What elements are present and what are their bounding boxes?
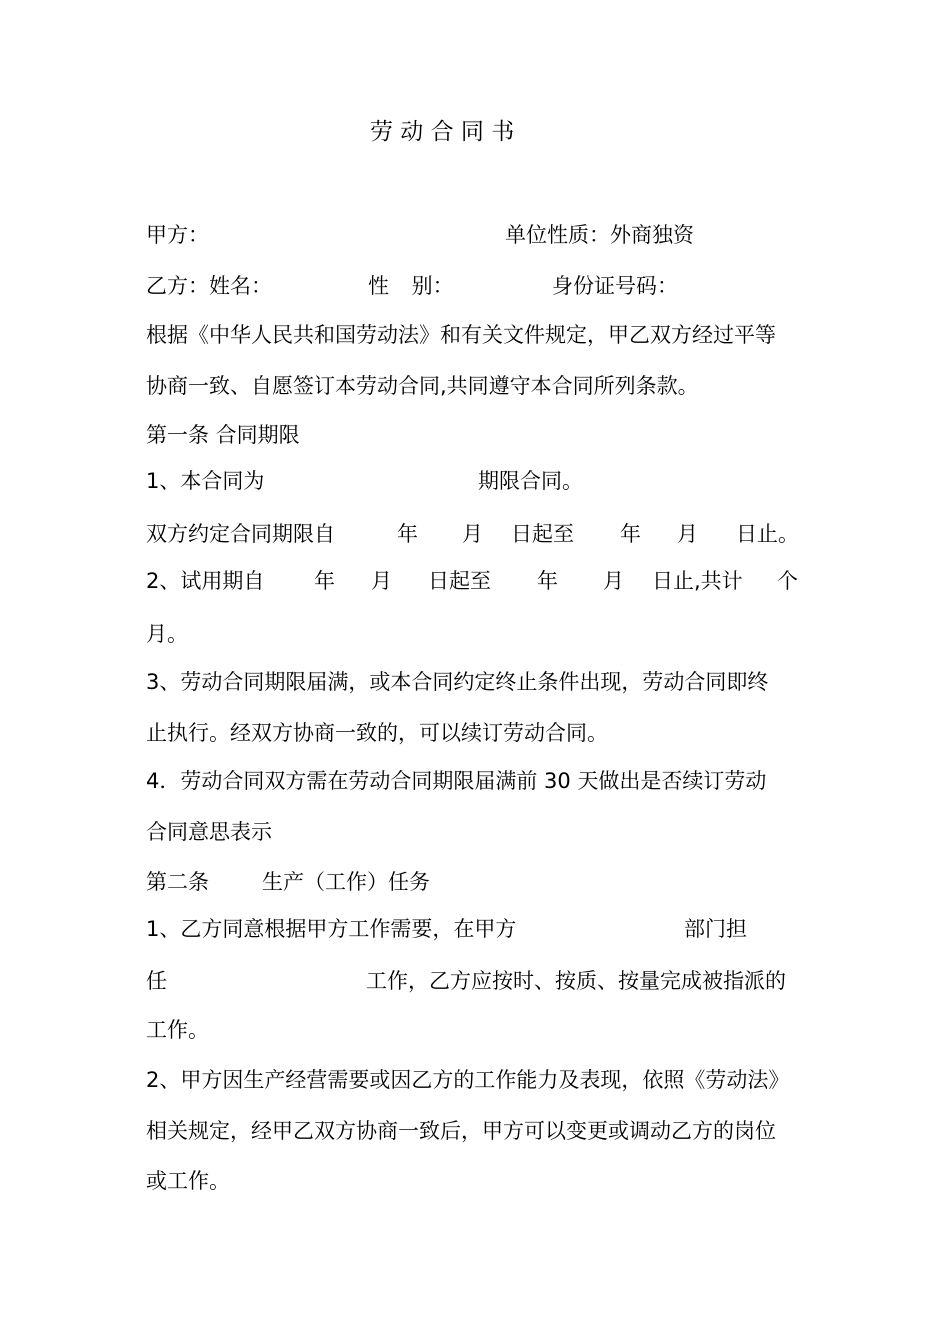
probation-day-from: 日起至 [428,569,491,593]
preamble-line-2: 协商一致、自愿签订本劳动合同,共同遵守本合同所列条款。 [146,374,699,398]
probation-tail: 月。 [146,622,188,646]
probation-prefix: 2、试用期自 [146,569,265,593]
term-month-from: 月 [462,522,483,546]
article-1-item-1-prefix: 1、本合同为 [146,469,265,493]
term-year-to: 年 [620,522,641,546]
article-1-item-3-line-1: 3、劳动合同期限届满，或本合同约定终止条件出现，劳动合同即终 [146,670,769,694]
term-day-to: 日止。 [736,522,799,546]
preamble-line-1: 根据《中华人民共和国劳动法》和有关文件规定，甲乙双方经过平等 [146,323,776,347]
article-1-heading: 第一条 合同期限 [146,423,300,447]
term-text: 双方约定合同期限自 [146,522,335,546]
article-2-item-1-prefix: 1、乙方同意根据甲方工作需要，在甲方 [146,917,517,941]
probation-count: 个 [777,569,798,593]
article-2-item-2-line-3: 或工作。 [146,1169,230,1193]
article-2-item-2-line-1: 2、甲方因生产经营需要或因乙方的工作能力及表现，依照《劳动法》 [146,1068,790,1092]
probation-month-to: 月 [603,569,624,593]
article-1-item-4-line-1: 4．劳动合同双方需在劳动合同期限届满前 30 天做出是否续订劳动 [146,769,767,793]
article-2-item-1-department: 部门担 [684,917,747,941]
probation-year-from: 年 [314,569,335,593]
party-a-label: 甲方： [146,223,209,247]
article-1-item-4-line-2: 合同意思表示 [146,820,272,844]
party-b-name-label: 乙方：姓名： [146,274,272,298]
article-2-item-1-line-2-prefix: 任 [146,969,167,993]
article-2-heading-number: 第二条 [146,870,209,894]
article-2-item-2-line-2: 相关规定，经甲乙双方协商一致后，甲方可以变更或调动乙方的岗位 [146,1119,776,1143]
probation-day-to: 日止,共计 [652,569,743,593]
company-nature-label: 单位性质：外商独资 [505,223,694,247]
term-month-to: 月 [677,522,698,546]
probation-month-from: 月 [371,569,392,593]
term-year-from: 年 [397,522,418,546]
document-title: 劳 动 合 同 书 [370,119,515,145]
article-2-heading-title: 生产（工作）任务 [262,870,430,894]
term-day-from: 日起至 [511,522,574,546]
probation-year-to: 年 [537,569,558,593]
gender-label: 性 别： [368,274,454,298]
article-1-item-1-suffix: 期限合同。 [478,469,583,493]
id-number-label: 身份证号码： [552,274,678,298]
article-1-item-3-line-2: 止执行。经双方协商一致的，可以续订劳动合同。 [146,721,608,745]
article-2-item-1-line-3: 工作。 [146,1018,209,1042]
article-2-item-1-line-2-suffix: 工作，乙方应按时、按质、按量完成被指派的 [366,969,786,993]
